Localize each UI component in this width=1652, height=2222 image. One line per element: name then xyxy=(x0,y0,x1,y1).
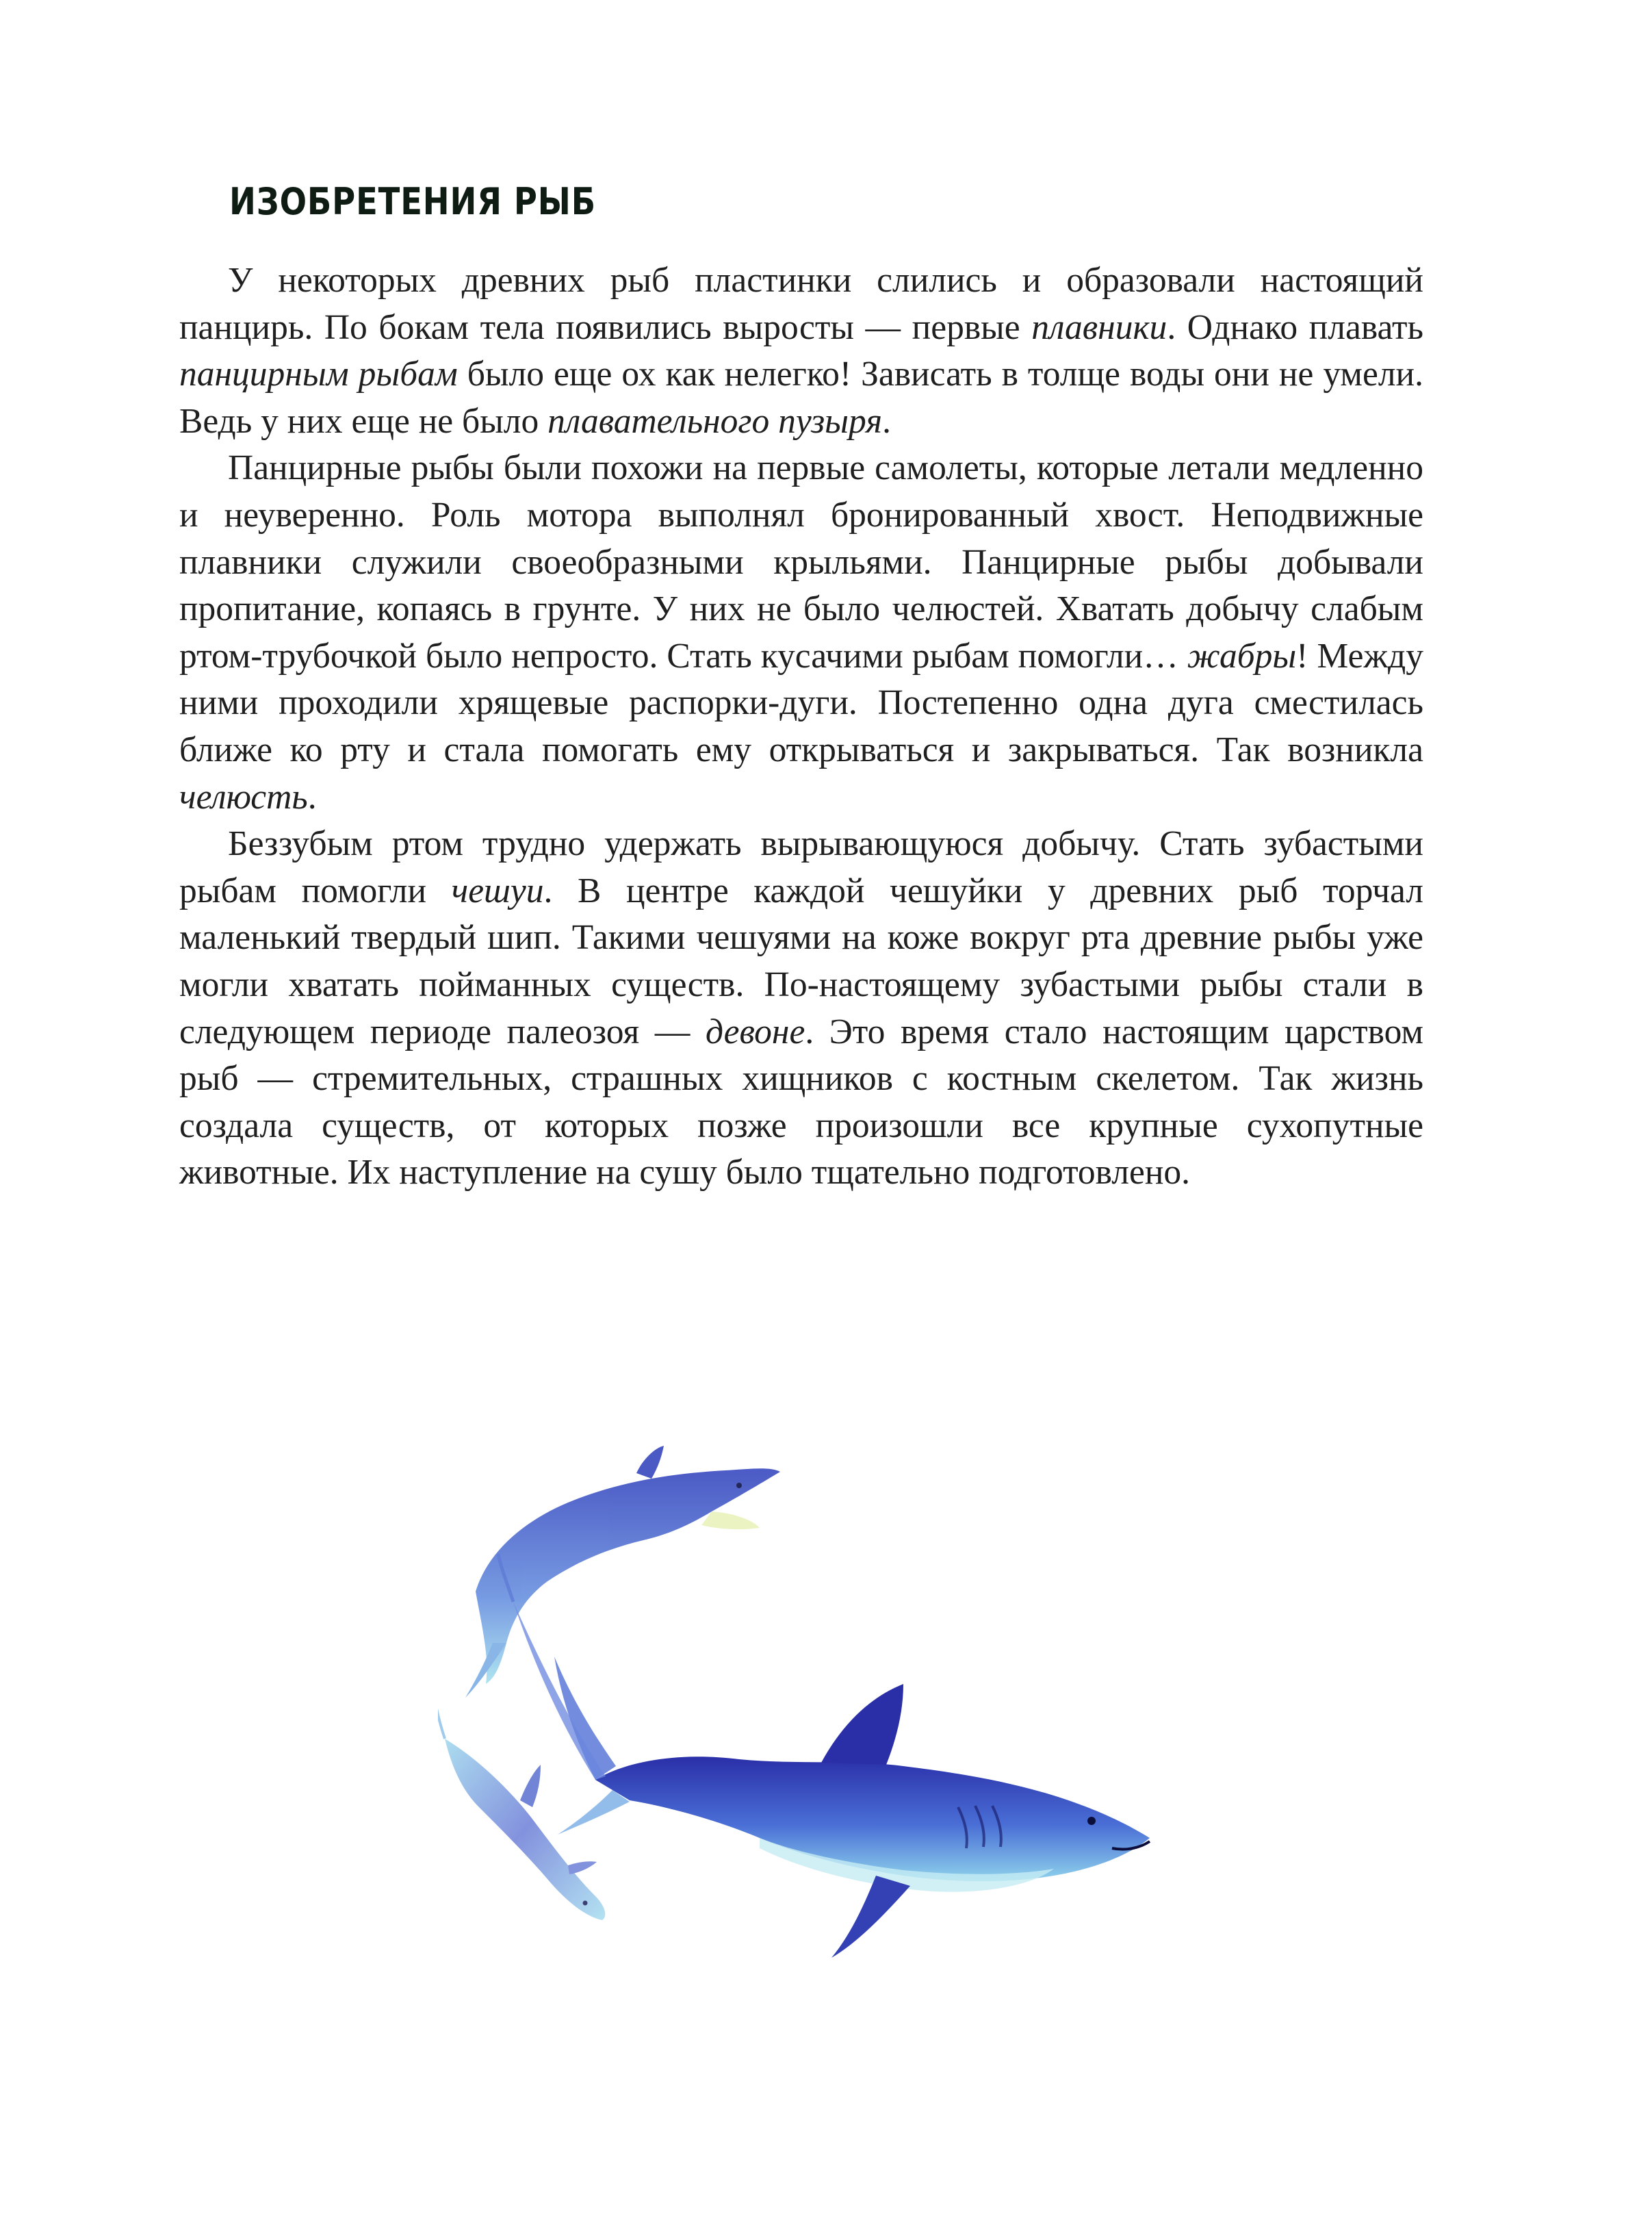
term-swim-bladder: плавательного пузыря xyxy=(547,401,883,441)
term-gills: жабры xyxy=(1187,636,1297,676)
p1-text-e: было еще ох как нелегко! Зависать в толще воды они не умели. Ведь у них еще не было xyxy=(179,355,1423,441)
section-heading: ИЗОБРЕТЕНИЯ РЫБ xyxy=(229,180,597,223)
paragraph-2 xyxy=(179,445,1423,821)
p2-text-c: ! Между ними проходили хрящевые распорки-дуги. Постепенно одна дуга сместилась ближе ко рту и стала помогать ему открываться и закрываться. Так возникла xyxy=(179,636,1423,769)
paragraph-1 xyxy=(179,257,1423,445)
p2-text-a: Панцирные рыбы были похожи на первые самолеты, которые летали медленно и неуверенно. Роль мотора выполнял бронированный хвост. Неподвижные плавники служили своеобразными крыльями. Панцирные рыбы добывали пропитание, копаясь в грунте. У них не было челюстей. Хватать добычу слабым ртом-трубочкой было непросто. Стать кусачими рыбам помогли… xyxy=(179,448,1423,676)
term-jaw: челюсть xyxy=(179,777,308,817)
term-armored-fish: панцирным рыбам xyxy=(179,355,458,394)
term-fins: плавники xyxy=(1031,307,1167,347)
sharks-illustration xyxy=(438,1438,1451,2054)
paragraph-3 xyxy=(179,821,1423,1197)
body-text xyxy=(179,257,1423,1197)
upper-shark xyxy=(465,1446,780,1698)
term-scales: чешуи xyxy=(451,871,544,910)
p1-text-a: У некоторых древних рыб пластинки слились и образовали настоящий панцирь. По бокам тела появились выросты — первые xyxy=(179,261,1423,347)
p3-text-a: Беззубым ртом трудно удержать вырывающуюся добычу. Стать зубастыми рыбам помогли xyxy=(179,824,1423,910)
p3-text-c: . В центре каждой чешуйки у древних рыб торчал маленький твердый шип. Такими чешуями на коже вокруг рта древние рыбы уже могли хватать пойманных существ. По-настоящему зубастыми рыбы стали в следующем периоде палеозоя — xyxy=(179,871,1423,1051)
term-devonian: девоне xyxy=(705,1012,805,1051)
p3-text-e: . Это время стало настоящим царством рыб — стремительных, страшных хищников с костным скелетом. Так жизнь создала существ, от которых позже произошли все крупные сухопутные животные. Их наступление на сушу было тщательно подготовлено. xyxy=(179,1012,1423,1192)
p1-text-c: . Однако плавать xyxy=(1167,307,1423,347)
p2-text-e: . xyxy=(307,777,317,817)
p1-text-g: . xyxy=(882,401,891,441)
big-shark xyxy=(554,1657,1150,1958)
